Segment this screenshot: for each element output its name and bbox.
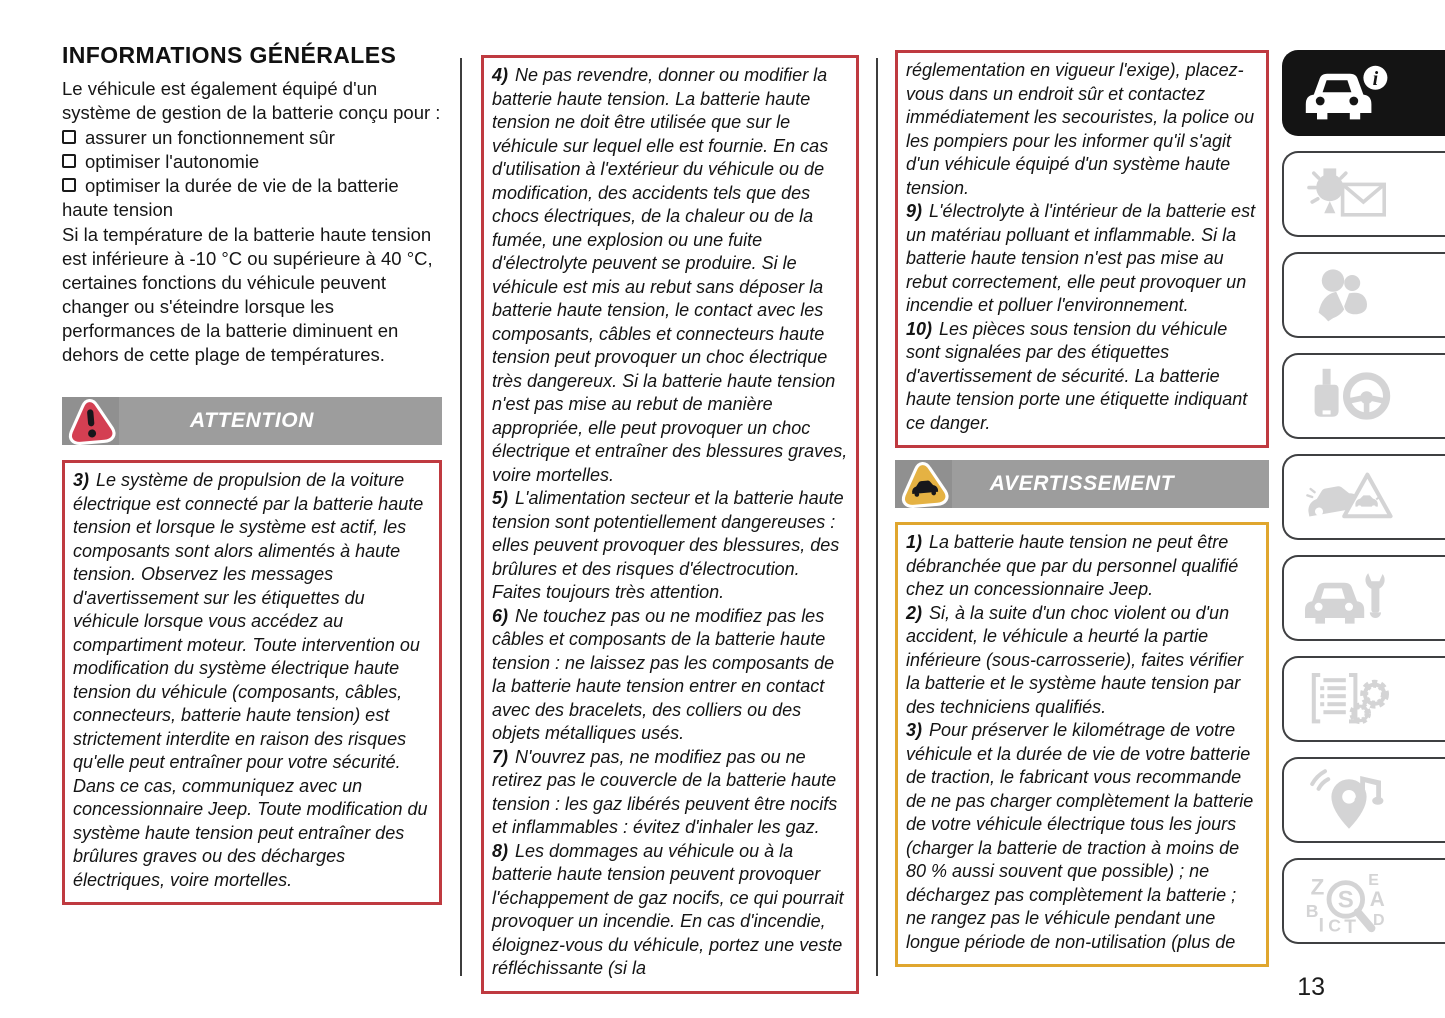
list-item-text: optimiser la durée de vie de la batterie haute tension <box>62 175 399 220</box>
warning-item-number: 5) <box>492 488 509 508</box>
warning-item <box>906 200 1258 318</box>
warning-item <box>906 59 1258 200</box>
sidebar-tab-in-case-of-emergency[interactable] <box>1282 454 1445 540</box>
checkbox-bullet-icon <box>62 130 76 144</box>
warning-item-text: Si, à la suite d'un choc violent ou d'un accident, le véhicule a heurté la partie inférieure (sous-carrosserie), faites vérifier la batterie et le système haute tension par des techniciens qualifiés. <box>906 602 1244 717</box>
avertissement-box <box>895 522 1269 967</box>
svg-text:D: D <box>1373 912 1385 929</box>
list-item-text: optimiser l'autonomie <box>85 151 260 172</box>
warning-item-number: 2) <box>906 602 923 623</box>
navigation-music-icon <box>1296 768 1402 832</box>
attention-box <box>62 460 442 905</box>
attention-triangle-icon <box>64 395 118 447</box>
attention-header <box>62 397 442 445</box>
warning-item-number: 3) <box>73 470 90 490</box>
sidebar-tab-safety[interactable] <box>1282 252 1445 338</box>
warning-item-number: 10) <box>906 318 933 339</box>
warning-item <box>906 719 1258 954</box>
warning-item-text: Les pièces sous tension du véhicule sont signalées par des étiquettes d'avertissement de sécurité. La batterie haute tension porte une étiquette indiquant ce danger. <box>906 318 1248 433</box>
right-column <box>895 50 1269 967</box>
attention-box-continued <box>481 55 859 994</box>
warning-item-number: 1) <box>906 532 923 552</box>
warning-item-text: Les dommages au véhicule ou à la batterie haute tension peuvent provoquer l'échappement de gaz nocifs, ce qui pourrait provoquer un incendie. En cas d'incendie, éloignez-vous du véhicule, portez une veste réfléchissante (si la <box>492 840 844 978</box>
list-item-text: assurer un fonctionnement sûr <box>85 127 335 148</box>
warning-item-text: L'électrolyte à l'intérieur de la batterie est un matériau polluant et inflammable. Si la batterie haute tension n'est pas mise au rebut correctement, elle peut provoquer un incendie et polluer l'environnement. <box>906 201 1256 315</box>
warning-item-number: 8) <box>492 840 509 861</box>
warning-item <box>492 605 848 746</box>
warning-item-number: 9) <box>906 201 923 221</box>
list-item <box>62 150 442 174</box>
list-item <box>62 174 442 222</box>
intro-paragraph: Le véhicule est également équipé d'un système de gestion de la batterie conçu pour : <box>62 78 441 123</box>
svg-text:S: S <box>1337 886 1354 914</box>
airbag-person-icon <box>1296 263 1402 327</box>
svg-text:E: E <box>1368 872 1379 889</box>
warning-light-mail-icon <box>1296 162 1402 226</box>
warning-item-number: 3) <box>906 720 923 740</box>
avertissement-header <box>895 460 1269 508</box>
warning-item <box>492 840 848 981</box>
avertissement-triangle-icon <box>897 458 951 510</box>
car-info-icon <box>1296 61 1402 125</box>
warning-item-text: Ne pas revendre, donner ou modifier la batterie haute tension. La batterie haute tension ne doit être utilisée que sur le véhicule sur lequel elle est fournie. En cas d'utilisation à l'extérieur du véhicule ou de modification, des accidents tels que des chocs électriques, de la chaleur ou de la fumée, une explosion ou une fuite d'électrolyte peuvent se produire. Si le véhicule est mis au rebut sans déposer la batterie haute tension, le contact avec les composants, câbles et connecteurs haute tension peut provoquer un choc électrique très dangereux. Si la batterie haute tension n'est pas mise au rebut de manière appropriée, elle peut provoquer un choc électrique et entraîner des blessures graves, voire mortelles. <box>492 65 848 485</box>
sidebar-tab-vehicle-information[interactable] <box>1282 50 1445 136</box>
warning-item <box>906 531 1258 602</box>
warning-item-text: Pour préserver le kilométrage de votre véhicule et la durée de vie de votre batterie de traction, le fabricant vous recommande de ne pas charger complètement la batterie de votre véhicule électrique tous les jours (charger la batterie de traction à moins de 80 % aussi souvent que possible) ; ne déchargez pas complètement la batterie ; ne rangez pas le véhicule pendant une longue période de non-utilisation (plus de <box>906 720 1254 952</box>
warning-item-number: 4) <box>492 65 509 85</box>
sidebar-tab-technical-data[interactable] <box>1282 656 1445 742</box>
list-item <box>62 126 442 150</box>
warning-item-text: Ne touchez pas ou ne modifiez pas les câbles et composants de la batterie haute tension : ne laissez pas les composants de la batterie haute tension entrer en contact avec des bracelets, des colliers ou des objets métalliques usés. <box>492 605 835 743</box>
column-divider <box>876 58 878 976</box>
warning-item-text: La batterie haute tension ne peut être débranchée que par du personnel qualifié chez un concessionnaire Jeep. <box>906 532 1239 599</box>
sidebar-tab-starting-and-driving[interactable] <box>1282 353 1445 439</box>
svg-text:T: T <box>1344 917 1356 933</box>
svg-text:A: A <box>1369 887 1385 911</box>
warning-item <box>73 469 431 892</box>
temperature-note: Si la température de la batterie haute tension est inférieure à -10 °C ou supérieure à 40 °C, certaines fonctions du véhicule peuvent changer ou s'éteindre lorsque les performances de la batterie diminuent en dehors de cette plage de températures. <box>62 224 433 365</box>
page-title: INFORMATIONS GÉNÉRALES <box>62 42 397 68</box>
warning-item <box>906 318 1258 436</box>
column-divider <box>460 58 462 976</box>
avertissement-title: AVERTISSEMENT <box>989 472 1175 495</box>
warning-item <box>492 487 848 605</box>
checkbox-bullet-icon <box>62 154 76 168</box>
attention-title: ATTENTION <box>190 409 314 432</box>
spec-list-gears-icon <box>1296 667 1402 731</box>
attention-icon-cell <box>62 397 119 445</box>
car-crash-triangle-icon <box>1296 465 1402 529</box>
feature-list <box>62 126 442 222</box>
warning-item-text: réglementation en vigueur l'exige), placez-vous dans un endroit sûr et contactez immédiatement les secouristes, la police ou les pompiers pour les informer qu'il s'agit d'un véhicule équipé d'un système haute tension. <box>906 60 1255 198</box>
svg-text:I: I <box>1318 915 1324 933</box>
warning-item <box>906 602 1258 720</box>
sidebar-tab-warning-lights-messages[interactable] <box>1282 151 1445 237</box>
avertissement-icon-cell <box>895 460 952 508</box>
alphabet-search-icon <box>1296 869 1402 933</box>
chapter-tab-rail <box>1282 50 1445 959</box>
checkbox-bullet-icon <box>62 178 76 192</box>
svg-text:C: C <box>1328 915 1341 933</box>
left-column <box>62 42 442 905</box>
warning-item-text: Le système de propulsion de la voiture électrique est connecté par la batterie haute tension et lorsque le système est actif, les composants sont alors alimentés à haute tension. Observez les messages d'avertissement sur les étiquettes du véhicule lorsque vous accédez au compartiment moteur. Toute intervention ou modification du système électrique haute tension du véhicule (composants, câbles, connecteurs, batterie haute tension) est strictement interdite en raison des risques qu'elle peut entraîner pour votre sécurité. Dans ce cas, communiquez avec un concessionnaire Jeep. Toute modification du système haute tension peut entraîner des brûlures graves ou des décharges électriques, voire mortelles. <box>73 470 428 890</box>
car-wrench-icon <box>1296 566 1402 630</box>
key-steering-wheel-icon <box>1296 364 1402 428</box>
warning-item-number: 7) <box>492 746 509 767</box>
warning-item-text: N'ouvrez pas, ne modifiez pas ou ne retirez pas le couvercle de la batterie haute tension : les gaz libérés peuvent être nocifs et inflammables : évitez d'inhaler les gaz. <box>492 746 838 837</box>
warning-item-text: L'alimentation secteur et la batterie haute tension sont potentiellement dangereuses : elles peuvent provoquer des blessures, des brûlures et des risques d'électrocution. Faites toujours très attention. <box>492 488 844 602</box>
warning-item <box>492 64 848 487</box>
middle-column <box>481 55 859 994</box>
svg-text:i: i <box>1372 68 1379 90</box>
warning-item <box>492 746 848 840</box>
sidebar-tab-servicing-and-care[interactable] <box>1282 555 1445 641</box>
sidebar-tab-multimedia[interactable] <box>1282 757 1445 843</box>
page-number: 13 <box>1297 973 1325 1001</box>
warning-item-number: 6) <box>492 605 509 626</box>
svg-text:Z: Z <box>1310 874 1325 900</box>
svg-text:B: B <box>1305 901 1319 921</box>
attention-box-end <box>895 50 1269 448</box>
sidebar-tab-alphabetical-index[interactable] <box>1282 858 1445 944</box>
